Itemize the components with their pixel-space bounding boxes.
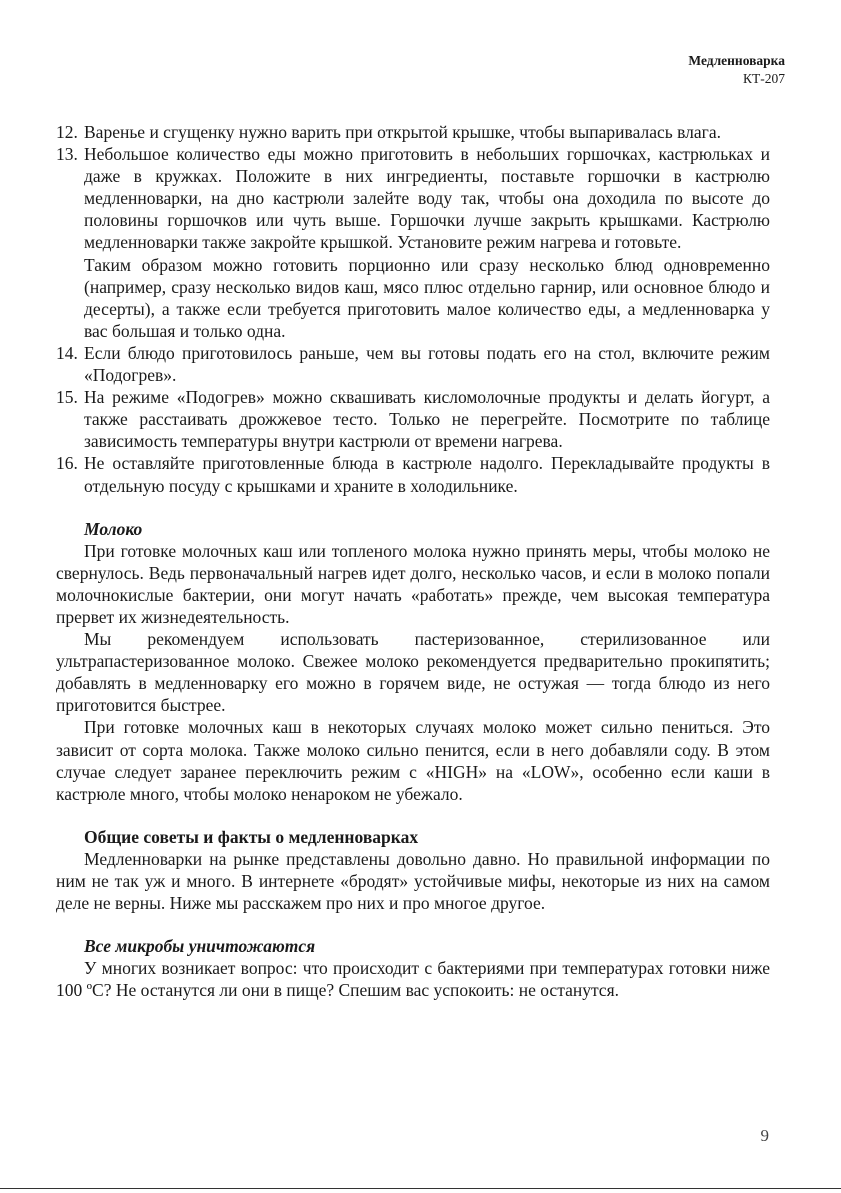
- list-item: [56, 121, 770, 143]
- list-item-text: Не оставляйте приготовленные блюда в кастрюле надолго. Перекладывайте продукты в отдельную посуду с крышками и храните в холодильнике.: [84, 453, 770, 496]
- list-item-text: Если блюдо приготовилось раньше, чем вы готовы подать его на стол, включите режим «Подогрев».: [84, 342, 770, 386]
- list-item-number: 16.: [56, 453, 78, 474]
- list-item-text: Небольшое количество еды можно приготовить в небольших горшочках, кастрюльках и даже в кружках. Положите в них ингредиенты, поставьте горшочки в кастрюлю медленноварки, на дно кастрюли залейте воду так, чтобы она доходила по высоте до половины горшочков или чуть выше. Горшочки лучше закрыть крышками. Кастрюлю медленноварки также закройте крышкой. Установите режим нагрева и готовьте.: [84, 144, 770, 253]
- list-item-text: Варенье и сгущенку нужно варить при открытой крышке, чтобы выпаривалась влага.: [84, 122, 721, 142]
- tips-list: [56, 121, 770, 497]
- list-item-text: На режиме «Подогрев» можно сквашивать кисломолочные продукты и делать йогурт, а также расстаивать дрожжевое тесто. Только не перегрейте. Посмотрите по таблице зависимость температуры внутри кастрюли от времени нагрева.: [84, 387, 770, 452]
- body-paragraph: У многих возникает вопрос: что происходит с бактериями при температурах готовки ниже 100 ºС? Не останутся ли они в пище? Спешим вас успокоить: не останутся.: [56, 958, 770, 1001]
- list-item-number: 13.: [56, 144, 78, 165]
- list-item-number: 12.: [56, 122, 78, 142]
- page-header: [688, 52, 785, 88]
- header-title: Медленноварка: [688, 53, 785, 68]
- page-number: 9: [760, 1126, 769, 1145]
- list-item: [56, 386, 770, 452]
- list-item-text: Таким образом можно готовить порционно или сразу несколько блюд одновременно (например, сразу несколько видов каш, мясо плюс отдельно гарнир, или основное блюдо и десерты), а также если требуется приготовить малое количество еды, а медленноварка у вас большая и только одна.: [84, 254, 770, 341]
- list-item: [56, 143, 770, 342]
- body-paragraph: При готовке молочных каш в некоторых случаях молоко может сильно пениться. Это зависит от сорта молока. Также молоко сильно пенится, если в него добавляли соду. В этом случае следует заранее переключить режим с «HIGH» на «LOW», особенно если каши в кастрюле много, чтобы молоко ненароком не убежало.: [56, 717, 770, 804]
- bottom-divider: [0, 1188, 841, 1189]
- header-model: КТ-207: [743, 71, 785, 86]
- page-content: [56, 121, 770, 1001]
- list-item-number: 15.: [56, 387, 78, 408]
- body-paragraph: При готовке молочных каш или топленого молока нужно принять меры, чтобы молоко не свернулось. Ведь первоначальный нагрев идет долго, несколько часов, и если в молоко попали молочнокислые бактерии, они могут начать «работать» прежде, чем высокая температура прервет их жизнедеятельность.: [56, 540, 770, 627]
- list-item: [56, 452, 770, 496]
- section-heading-microbes: Все микробы уничтожаются: [84, 936, 316, 957]
- list-item-number: 14.: [56, 342, 78, 363]
- list-item: [56, 342, 770, 386]
- section-heading-general-tips: Общие советы и факты о медленноварках: [84, 826, 419, 847]
- body-paragraph: Медленноварки на рынке представлены довольно давно. Но правильной информации по ним не так уж и много. В интернете «бродят» устойчивые мифы, некоторые из них на самом деле не верны. Ниже мы расскажем про них и про многое другое.: [56, 848, 770, 914]
- section-heading-milk: Молоко: [84, 518, 143, 539]
- body-paragraph: Мы рекомендуем использовать пастеризованное, стерилизованное или ультрапастеризованное молоко. Свежее молоко рекомендуется предварительно прокипятить; добавлять в медленноварку его можно в горячем виде, не остужая — тогда блюдо из него приготовится быстрее.: [56, 629, 770, 716]
